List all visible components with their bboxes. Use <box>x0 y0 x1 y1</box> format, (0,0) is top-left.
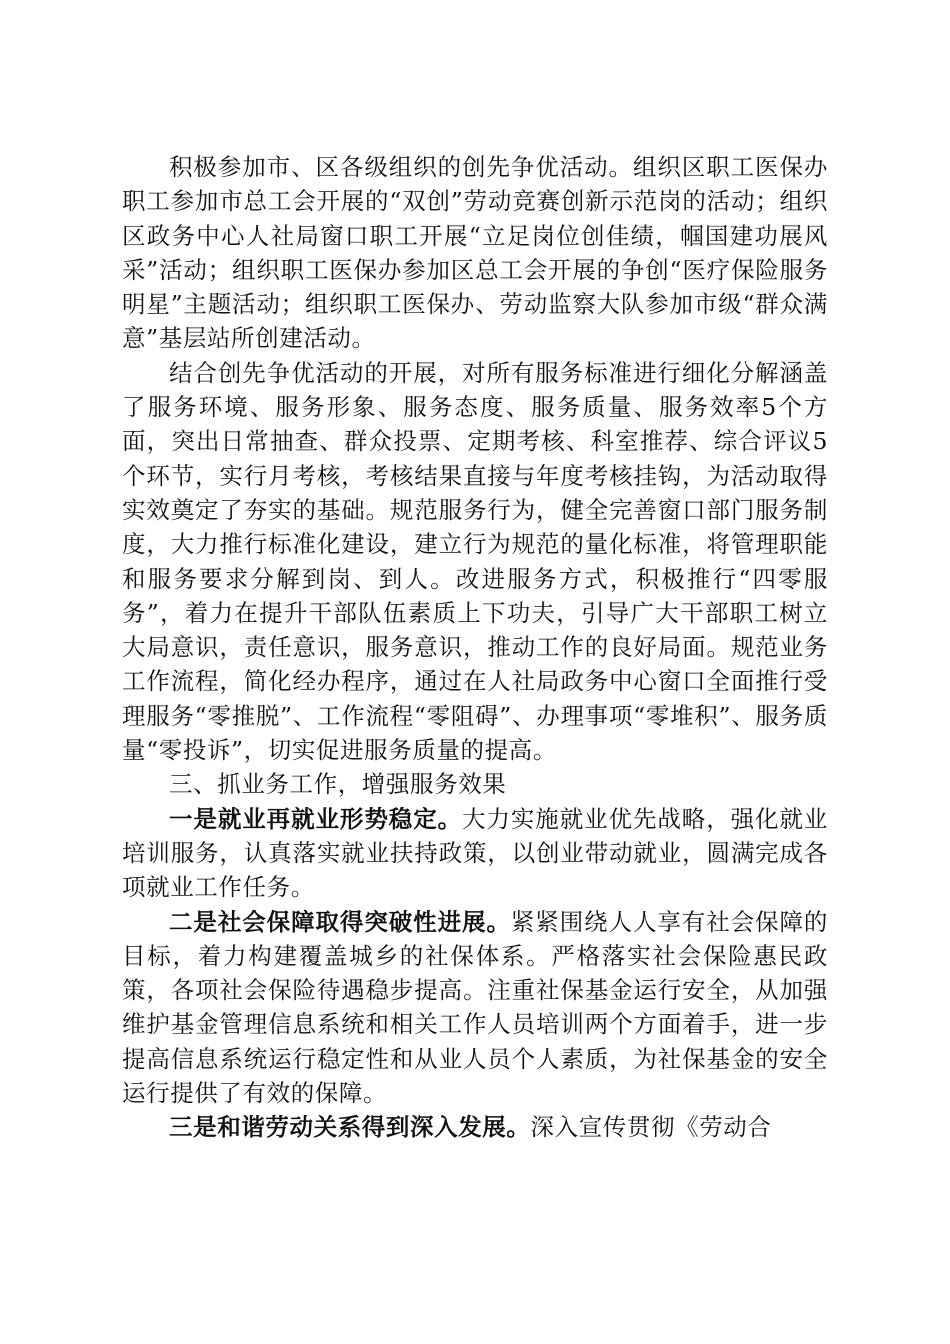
document-page <box>122 150 828 1145</box>
item-text: 大力实施就业优先战略，强化就业培训服务，认真落实就业扶持政策，以创业带动就业，圆满完成各项就业工作任务。 <box>122 804 828 902</box>
section-heading: 三、抓业务工作，增强服务效果 <box>169 770 507 799</box>
item-social-security <box>122 905 828 1111</box>
item-lead: 二是社会保障取得突破性进展。 <box>169 907 511 936</box>
item-labor-relations <box>122 1110 828 1144</box>
paragraph-activities: 积极参加市、区各级组织的创先争优活动。组织区职工医保办职工参加市总工会开展的“双创”劳动竞赛创新示范岗的活动；组织区政务中心人社局窗口职工开展“立足岗位创佳绩，帼国建功展风采”活动；组织职工医保办参加区总工会开展的争创“医疗保险服务明星”主题活动；组织职工医保办、劳动监察大队参加市级“群众满意”基层站所创建活动。 <box>122 153 828 353</box>
item-text: 紧紧围绕人人享有社会保障的目标，着力构建覆盖城乡的社保体系。严格落实社会保险惠民政策，各项社会保险待遇稳步提高。注重社保基金运行安全，从加强维护基金管理信息系统和相关工作人员培训两个方面着手，进一步提高信息系统运行稳定性和从业人员个人素质，为社保基金的安全运行提供了有效的保障。 <box>122 907 828 1108</box>
item-lead: 一是就业再就业形势稳定。 <box>169 804 463 833</box>
paragraph-service-standards: 结合创先争优活动的开展，对所有服务标准进行细化分解涵盖了服务环境、服务形象、服务态度、服务质量、服务效率5个方面，突出日常抽查、群众投票、定期考核、科室推荐、综合评议5个环节，实行月考核，考核结果直接与年度考核挂钩，为活动取得实效奠定了夯实的基础。规范服务行为，健全完善窗口部门服务制度，大力推行标准化建设，建立行为规范的量化标准，将管理职能和服务要求分解到岗、到人。改进服务方式，积极推行“四零服务”，着力在提升干部队伍素质上下功夫，引导广大干部职工树立大局意识，责任意识，服务意识，推动工作的良好局面。规范业务工作流程，简化经办程序，通过在人社局政务中心窗口全面推行受理服务“零推脱”、工作流程“零阻碍”、办理事项“零堆积”、服务质量“零投诉”，切实促进服务质量的提高。 <box>122 358 828 765</box>
item-lead: 三是和谐劳动关系得到深入发展。 <box>169 1113 531 1142</box>
item-employment <box>122 802 828 905</box>
item-text: 深入宣传贯彻《劳动合 <box>530 1113 772 1142</box>
